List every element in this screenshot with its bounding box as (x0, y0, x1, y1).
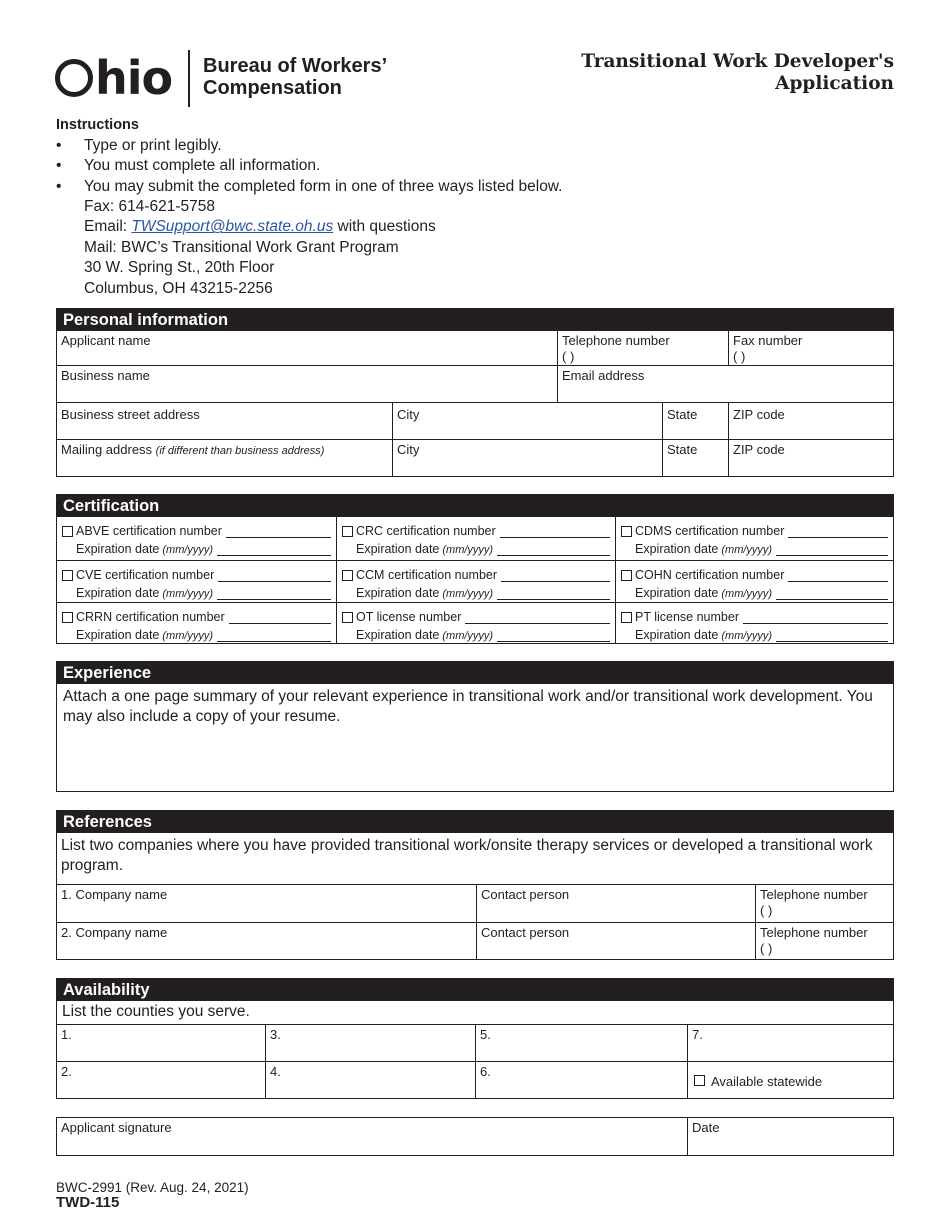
signature-row (56, 1117, 894, 1156)
availability-heading: Availability (57, 979, 893, 1001)
personal-row-4 (57, 439, 893, 476)
cert-ot (336, 603, 615, 643)
bullet-text: You may submit the completed form in one of three ways listed below. (84, 177, 563, 195)
cert-cdms (615, 517, 893, 560)
exp-date-line[interactable] (497, 630, 610, 642)
cert-number-line[interactable] (465, 612, 610, 624)
availability-section (56, 978, 894, 1099)
business-zip-field[interactable] (728, 403, 893, 439)
statewide-checkbox[interactable] (694, 1075, 705, 1086)
cert-number-line[interactable] (788, 526, 888, 538)
cert-cohn (615, 561, 893, 602)
county-row-1 (57, 1024, 893, 1061)
contact-2-field[interactable] (476, 923, 755, 959)
field-label: Telephone number (760, 887, 868, 902)
cert-label: CCM certification number (356, 568, 498, 582)
list-item: • Type or print legibly. (56, 136, 562, 156)
field-label: State (667, 407, 698, 422)
cert-number-line[interactable] (226, 526, 331, 538)
cert-label: COHN certification number (635, 568, 785, 582)
exp-date-line[interactable] (776, 630, 888, 642)
exp-date-line[interactable] (497, 544, 610, 556)
signature-date-field[interactable] (687, 1118, 893, 1155)
exp-label: Expiration date (635, 628, 719, 642)
field-number: 7. (692, 1027, 703, 1042)
exp-label: Expiration date (76, 586, 160, 600)
cert-ccm (336, 561, 615, 602)
area-code-parens: ( ) (760, 941, 773, 956)
bureau-name (203, 55, 387, 99)
field-number: 4. (270, 1064, 281, 1079)
mail-line1: Mail: BWC’s Transitional Work Grant Program (84, 238, 399, 256)
cert-abve (57, 517, 336, 560)
exp-format: (mm/yyyy) (721, 630, 773, 642)
cert-row-1 (57, 517, 893, 560)
crc-checkbox[interactable] (342, 526, 353, 537)
references-text: List two companies where you have provided transitional work/onsite therapy services or developed a transitional work program. (61, 837, 873, 874)
exp-date-line[interactable] (217, 588, 331, 600)
bullet-text: You must complete all information. (84, 157, 321, 175)
county-7-field[interactable] (687, 1025, 893, 1061)
experience-text: Attach a one page summary of your relevant experience in transitional work and/or transitional work development. You may also include a copy of your resume. (63, 688, 873, 725)
personal-row-1 (57, 331, 893, 365)
applicant-name-field[interactable] (57, 331, 557, 365)
email-prefix: Email: (84, 218, 132, 236)
field-label: Contact person (481, 887, 570, 902)
statewide-cell (687, 1062, 893, 1098)
mailing-state-field[interactable] (662, 440, 728, 476)
field-label: Date (692, 1120, 720, 1135)
field-label: Contact person (481, 925, 570, 940)
reference-row-1 (57, 884, 893, 922)
statewide-label: Available statewide (711, 1073, 823, 1089)
form-number: BWC-2991 (Rev. Aug. 24, 2021) (56, 1180, 249, 1195)
reference-row-2 (57, 922, 893, 959)
bullet-text: Type or print legibly. (84, 137, 222, 154)
county-6-field[interactable] (475, 1062, 687, 1098)
cert-label: CDMS certification number (635, 524, 785, 538)
company-1-field[interactable] (57, 885, 476, 922)
instructions-heading: Instructions (56, 117, 139, 133)
field-number: 5. (480, 1027, 491, 1042)
abve-checkbox[interactable] (62, 526, 73, 537)
business-city-field[interactable] (392, 403, 662, 439)
field-label: Email address (562, 368, 645, 383)
field-label: Applicant signature (61, 1120, 172, 1135)
title-line2: Application (775, 73, 894, 94)
field-note: (if different than business address) (155, 445, 325, 457)
cert-number-line[interactable] (501, 570, 610, 582)
area-code-parens: ( ) (562, 349, 575, 364)
exp-format: (mm/yyyy) (442, 588, 494, 600)
company-2-field[interactable] (57, 923, 476, 959)
exp-format: (mm/yyyy) (162, 588, 214, 600)
cohn-checkbox[interactable] (621, 570, 632, 581)
mailing-city-field[interactable] (392, 440, 662, 476)
telephone-field[interactable] (557, 331, 728, 365)
field-label: Applicant name (61, 333, 151, 348)
exp-date-line[interactable] (217, 630, 331, 642)
cert-label: ABVE certification number (76, 524, 222, 538)
experience-heading: Experience (57, 662, 893, 684)
cert-label: OT license number (356, 610, 462, 624)
email-line (84, 217, 436, 237)
field-number: 6. (480, 1064, 491, 1079)
phone-2-field[interactable] (755, 923, 893, 959)
exp-date-line[interactable] (497, 588, 610, 600)
instructions-list (56, 136, 562, 197)
logo-divider (188, 50, 190, 107)
exp-format: (mm/yyyy) (442, 630, 494, 642)
field-label: Telephone number (760, 925, 868, 940)
cert-crc (336, 517, 615, 560)
fax-field[interactable] (728, 331, 893, 365)
submission-contacts (84, 197, 436, 299)
ccm-checkbox[interactable] (342, 570, 353, 581)
list-item: • You may submit the completed form in one of three ways listed below. (56, 177, 562, 197)
cert-crrn (57, 603, 336, 643)
certification-section (56, 494, 894, 644)
fax-line: Fax: 614-621-5758 (84, 198, 215, 215)
applicant-signature-field[interactable] (57, 1118, 687, 1155)
exp-format: (mm/yyyy) (442, 544, 494, 556)
exp-format: (mm/yyyy) (162, 544, 214, 556)
document-title (581, 51, 894, 95)
cert-row-3 (57, 602, 893, 643)
ot-checkbox[interactable] (342, 612, 353, 623)
email-suffix: with questions (333, 218, 436, 236)
county-5-field[interactable] (475, 1025, 687, 1061)
personal-row-3 (57, 402, 893, 439)
county-3-field[interactable] (265, 1025, 475, 1061)
cdms-checkbox[interactable] (621, 526, 632, 537)
form-code: TWD-115 (56, 1194, 120, 1211)
availability-text: List the counties you serve. (62, 1003, 250, 1020)
county-4-field[interactable] (265, 1062, 475, 1098)
mail-line3: Columbus, OH 43215-2256 (84, 279, 273, 297)
exp-label: Expiration date (356, 628, 440, 642)
title-line1: Transitional Work Developer's (581, 51, 894, 72)
field-label: ZIP code (733, 442, 785, 457)
phone-1-field[interactable] (755, 885, 893, 922)
email-link[interactable]: TWSupport@bwc.state.oh.us (131, 218, 334, 236)
cert-number-line[interactable] (500, 526, 610, 538)
field-label: Business street address (61, 407, 200, 422)
exp-date-line[interactable] (776, 544, 888, 556)
exp-format: (mm/yyyy) (162, 630, 214, 642)
email-address-field[interactable] (557, 366, 893, 402)
exp-format: (mm/yyyy) (721, 544, 773, 556)
field-label: Fax number (733, 333, 803, 348)
cert-label: CRRN certification number (76, 610, 225, 624)
bureau-line2: Compensation (203, 77, 342, 99)
business-state-field[interactable] (662, 403, 728, 439)
business-name-field[interactable] (57, 366, 557, 402)
exp-label: Expiration date (76, 542, 160, 556)
exp-label: Expiration date (76, 628, 160, 642)
field-label: ZIP code (733, 407, 785, 422)
field-label: 2. Company name (61, 925, 168, 940)
cert-row-2 (57, 560, 893, 602)
field-label: 1. Company name (61, 887, 168, 902)
county-2-field[interactable] (57, 1062, 265, 1098)
exp-label: Expiration date (635, 542, 719, 556)
ohio-logo (55, 48, 172, 108)
exp-date-line[interactable] (217, 544, 331, 556)
experience-section (56, 661, 894, 792)
cert-cve (57, 561, 336, 602)
field-label: City (397, 442, 420, 457)
pt-checkbox[interactable] (621, 612, 632, 623)
cert-number-line[interactable] (788, 570, 888, 582)
field-label: City (397, 407, 420, 422)
certification-heading: Certification (57, 495, 893, 517)
personal-information-heading: Personal information (57, 309, 893, 331)
cert-number-line[interactable] (743, 612, 888, 624)
cert-label: PT license number (635, 610, 739, 624)
references-section (56, 810, 894, 960)
cve-checkbox[interactable] (62, 570, 73, 581)
area-code-parens: ( ) (733, 349, 746, 364)
area-code-parens: ( ) (760, 903, 773, 918)
bureau-line1: Bureau of Workers’ (203, 55, 388, 77)
cert-pt (615, 603, 893, 643)
references-heading: References (57, 811, 893, 833)
mail-line2: 30 W. Spring St., 20th Floor (84, 259, 275, 277)
field-label: Business name (61, 368, 150, 383)
field-number: 3. (270, 1027, 281, 1042)
list-item: • You must complete all information. (56, 156, 562, 176)
cert-number-line[interactable] (229, 612, 331, 624)
exp-label: Expiration date (356, 586, 440, 600)
field-label: Telephone number (562, 333, 670, 348)
exp-date-line[interactable] (776, 588, 888, 600)
exp-format: (mm/yyyy) (721, 588, 773, 600)
business-street-field[interactable] (57, 403, 392, 439)
logo-text: hio (95, 51, 173, 105)
personal-information-section (56, 308, 894, 477)
field-label: State (667, 442, 698, 457)
cert-label: CRC certification number (356, 524, 496, 538)
crrn-checkbox[interactable] (62, 612, 73, 623)
personal-row-2 (57, 365, 893, 402)
mailing-address-field[interactable] (57, 440, 392, 476)
exp-label: Expiration date (635, 586, 719, 600)
logo-o-shape (55, 59, 93, 97)
cert-number-line[interactable] (218, 570, 331, 582)
exp-label: Expiration date (356, 542, 440, 556)
mailing-zip-field[interactable] (728, 440, 893, 476)
contact-1-field[interactable] (476, 885, 755, 922)
county-row-2 (57, 1061, 893, 1098)
field-label: Mailing address (61, 442, 156, 457)
cert-label: CVE certification number (76, 568, 215, 582)
county-1-field[interactable] (57, 1025, 265, 1061)
field-number: 2. (61, 1064, 72, 1079)
field-number: 1. (61, 1027, 72, 1042)
